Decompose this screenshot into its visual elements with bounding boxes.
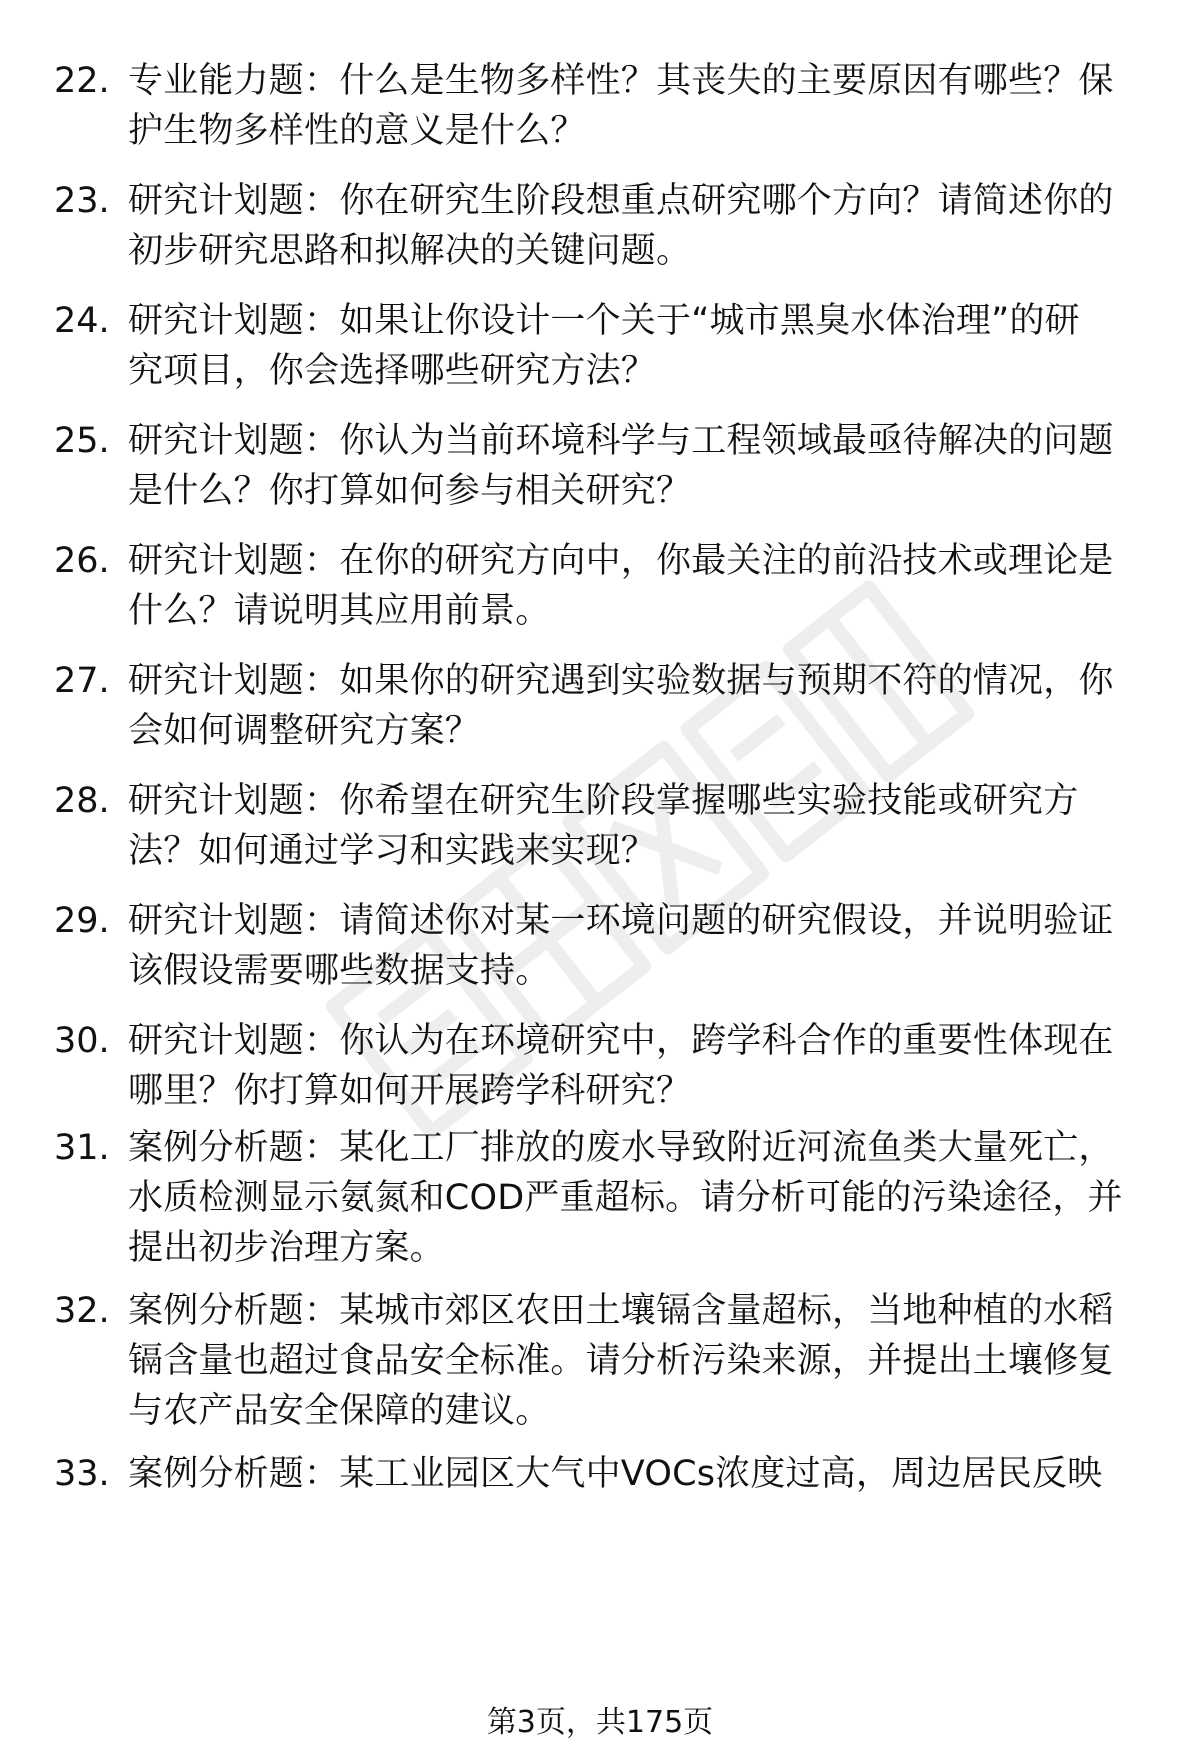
question-text-line: 镉含量也超过食品安全标准。请分析污染来源，并提出土壤修复	[128, 1341, 1114, 1381]
question-text-line: 究项目，你会选择哪些研究方法？	[128, 351, 657, 391]
question-text-line: 研究计划题：你认为当前环境科学与工程领域最亟待解决的问题	[128, 421, 1114, 461]
question-text-line: 该假设需要哪些数据支持。	[128, 951, 551, 991]
question-text-line: 法？如何通过学习和实践来实现？	[128, 831, 657, 871]
question-text-line: 是什么？你打算如何参与相关研究？	[128, 471, 692, 511]
question-text-line: 会如何调整研究方案？	[128, 711, 481, 751]
question-number: 24.	[54, 301, 110, 341]
question-text-line: 研究计划题：如果你的研究遇到实验数据与预期不符的情况，你	[128, 661, 1114, 701]
question-text-line: 研究计划题：你认为在环境研究中，跨学科合作的重要性体现在	[128, 1021, 1114, 1061]
question-number: 30.	[54, 1021, 110, 1061]
question-number: 23.	[54, 181, 110, 221]
question-text-line: 研究计划题：在你的研究方向中，你最关注的前沿技术或理论是	[128, 541, 1114, 581]
question-number: 29.	[54, 901, 110, 941]
question-number: 25.	[54, 421, 110, 461]
question-text-line: 什么？请说明其应用前景。	[128, 591, 551, 631]
question-text-line: 研究计划题：你在研究生阶段想重点研究哪个方向？请简述你的	[128, 181, 1114, 221]
question-text-line: 案例分析题：某化工厂排放的废水导致附近河流鱼类大量死亡，	[128, 1128, 1114, 1168]
question-number: 27.	[54, 661, 110, 701]
question-text-line: 哪里？你打算如何开展跨学科研究？	[128, 1071, 692, 1111]
question-number: 33.	[54, 1454, 110, 1494]
question-number: 32.	[54, 1291, 110, 1331]
question-text-line: 护生物多样性的意义是什么？	[128, 111, 586, 151]
question-text-line: 研究计划题：你希望在研究生阶段掌握哪些实验技能或研究方	[128, 781, 1079, 821]
question-number: 26.	[54, 541, 110, 581]
question-text-line: 研究计划题：请简述你对某一环境问题的研究假设，并说明验证	[128, 901, 1114, 941]
question-text-line: 提出初步治理方案。	[128, 1228, 445, 1268]
question-text-line: 案例分析题：某工业园区大气中VOCs浓度过高，周边居民反映	[128, 1454, 1103, 1494]
question-text-line: 研究计划题：如果让你设计一个关于“城市黑臭水体治理”的研	[128, 301, 1080, 341]
page-footer: 第3页，共175页	[486, 1705, 714, 1740]
question-text-line: 水质检测显示氨氮和COD严重超标。请分析可能的污染途径，并	[128, 1178, 1123, 1218]
question-number: 31.	[54, 1128, 110, 1168]
question-text-line: 与农产品安全保障的建议。	[128, 1391, 551, 1431]
question-text-line: 初步研究思路和拟解决的关键问题。	[128, 231, 692, 271]
question-number: 22.	[54, 61, 110, 101]
question-number: 28.	[54, 781, 110, 821]
question-text-line: 专业能力题：什么是生物多样性？其丧失的主要原因有哪些？保	[128, 61, 1114, 101]
question-text-line: 案例分析题：某城市郊区农田土壤镉含量超标，当地种植的水稻	[128, 1291, 1114, 1331]
